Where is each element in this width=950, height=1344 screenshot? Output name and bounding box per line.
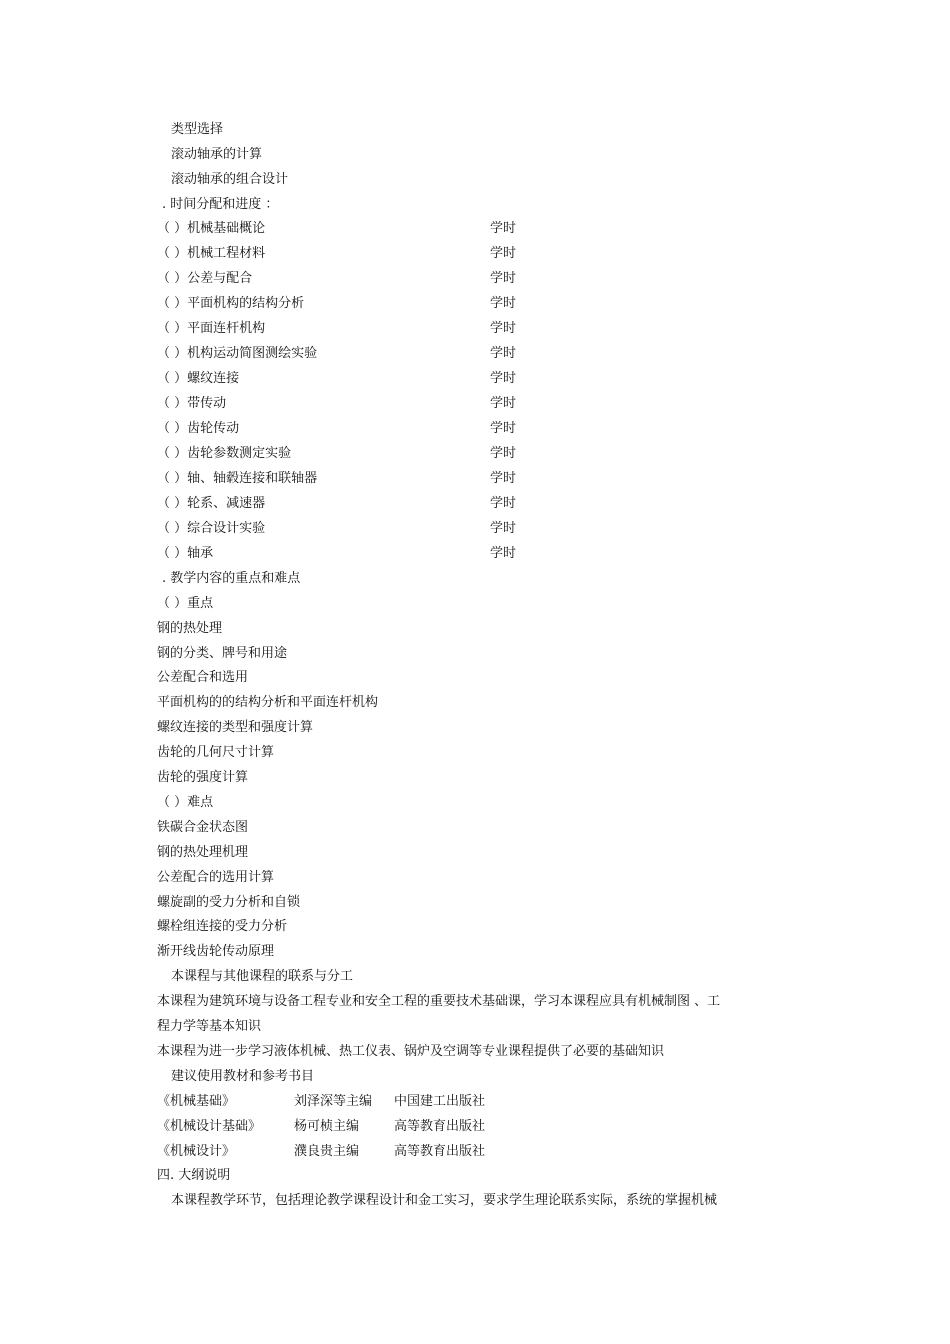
key-point-item: 钢的热处理 — [157, 621, 223, 636]
schedule-label: （ ）平面机构的结构分析 — [157, 296, 305, 311]
textbook-author: 濮良贵主编 — [294, 1144, 360, 1159]
bearing-item: 滚动轴承的计算 — [171, 147, 263, 162]
schedule-row — [157, 370, 577, 388]
key-points-heading: （ ）重点 — [157, 596, 214, 611]
schedule-row — [157, 545, 577, 563]
key-point-item: 公差配合和选用 — [157, 670, 249, 685]
schedule-hours: 学时 — [490, 271, 517, 286]
schedule-row — [157, 520, 577, 538]
difficult-point-item: 钢的热处理机理 — [157, 845, 249, 860]
relation-paragraph-1: 本课程为建筑环境与设备工程专业和安全工程的重要技术基础课，学习本课程应具有机械制图 、工 — [157, 994, 721, 1009]
textbook-publisher: 高等教育出版社 — [394, 1119, 486, 1134]
schedule-hours: 学时 — [490, 471, 517, 486]
schedule-hours: 学时 — [490, 421, 517, 436]
schedule-label: （ ）公差与配合 — [157, 271, 253, 286]
schedule-row — [157, 345, 577, 363]
schedule-label: （ ）带传动 — [157, 396, 227, 411]
schedule-label: （ ）机械基础概论 — [157, 221, 266, 236]
schedule-row — [157, 220, 577, 238]
schedule-row — [157, 245, 577, 263]
textbook-title: 《机械设计基础》 — [157, 1119, 262, 1134]
difficult-point-item: 铁碳合金状态图 — [157, 820, 249, 835]
relation-paragraph-2: 本课程为进一步学习液体机械、热工仪表、锅炉及空调等专业课程提供了必要的基础知识 — [157, 1044, 665, 1059]
difficult-point-item: 渐开线齿轮传动原理 — [157, 944, 275, 959]
textbook-publisher: 高等教育出版社 — [394, 1144, 486, 1159]
schedule-label: （ ）机构运动简图测绘实验 — [157, 346, 318, 361]
key-point-item: 平面机构的的结构分析和平面连杆机构 — [157, 695, 379, 710]
outline-paragraph: 本课程教学环节，包括理论教学课程设计和金工实习，要求学生理论联系实际，系统的掌握机械 — [171, 1193, 718, 1208]
outline-heading: 四. 大纲说明 — [157, 1168, 231, 1183]
schedule-row — [157, 295, 577, 313]
schedule-label: （ ）轮系、减速器 — [157, 496, 266, 511]
difficult-point-item: 螺栓组连接的受力分析 — [157, 919, 288, 934]
schedule-hours: 学时 — [490, 221, 517, 236]
schedule-row — [157, 395, 577, 413]
schedule-hours: 学时 — [490, 496, 517, 511]
schedule-label: （ ）齿轮传动 — [157, 421, 240, 436]
schedule-hours: 学时 — [490, 446, 517, 461]
schedule-row — [157, 270, 577, 288]
key-point-item: 齿轮的强度计算 — [157, 770, 249, 785]
textbook-title: 《机械基础》 — [157, 1094, 236, 1109]
schedule-label: （ ）综合设计实验 — [157, 521, 266, 536]
textbook-author: 刘泽深等主编 — [294, 1094, 373, 1109]
schedule-row — [157, 320, 577, 338]
schedule-hours: 学时 — [490, 396, 517, 411]
schedule-row — [157, 420, 577, 438]
textbook-row — [157, 1093, 557, 1111]
key-point-item: 螺纹连接的类型和强度计算 — [157, 720, 314, 735]
schedule-label: （ ）螺纹连接 — [157, 371, 240, 386]
schedule-row — [157, 495, 577, 513]
textbook-row — [157, 1143, 557, 1161]
schedule-label: （ ）机械工程材料 — [157, 246, 266, 261]
bearing-item: 类型选择 — [171, 122, 224, 137]
schedule-row — [157, 445, 577, 463]
schedule-label: （ ）轴、轴毂连接和联轴器 — [157, 471, 318, 486]
schedule-label: （ ）平面连杆机构 — [157, 321, 266, 336]
relation-heading: 本课程与其他课程的联系与分工 — [171, 969, 354, 984]
textbook-title: 《机械设计》 — [157, 1144, 236, 1159]
schedule-label: （ ）轴承 — [157, 546, 214, 561]
relation-paragraph-1-cont: 程力学等基本知识 — [157, 1019, 262, 1034]
schedule-hours: 学时 — [490, 371, 517, 386]
difficult-points-heading: （ ）难点 — [157, 795, 214, 810]
schedule-hours: 学时 — [490, 546, 517, 561]
schedule-hours: 学时 — [490, 246, 517, 261]
time-allocation-heading: . 时间分配和进度 ： — [162, 197, 279, 212]
schedule-row — [157, 470, 577, 488]
key-point-item: 钢的分类、牌号和用途 — [157, 646, 288, 661]
key-point-item: 齿轮的几何尺寸计算 — [157, 745, 275, 760]
bearing-item: 滚动轴承的组合设计 — [171, 172, 289, 187]
difficult-point-item: 螺旋副的受力分析和自锁 — [157, 895, 301, 910]
schedule-hours: 学时 — [490, 346, 517, 361]
textbook-author: 杨可桢主编 — [294, 1119, 360, 1134]
difficult-point-item: 公差配合的选用计算 — [157, 870, 275, 885]
textbook-heading: 建议使用教材和参考书目 — [171, 1069, 315, 1084]
focus-heading: . 教学内容的重点和难点 — [162, 571, 301, 586]
schedule-label: （ ）齿轮参数测定实验 — [157, 446, 292, 461]
schedule-hours: 学时 — [490, 321, 517, 336]
textbook-row — [157, 1118, 557, 1136]
schedule-hours: 学时 — [490, 296, 517, 311]
textbook-publisher: 中国建工出版社 — [394, 1094, 486, 1109]
schedule-hours: 学时 — [490, 521, 517, 536]
